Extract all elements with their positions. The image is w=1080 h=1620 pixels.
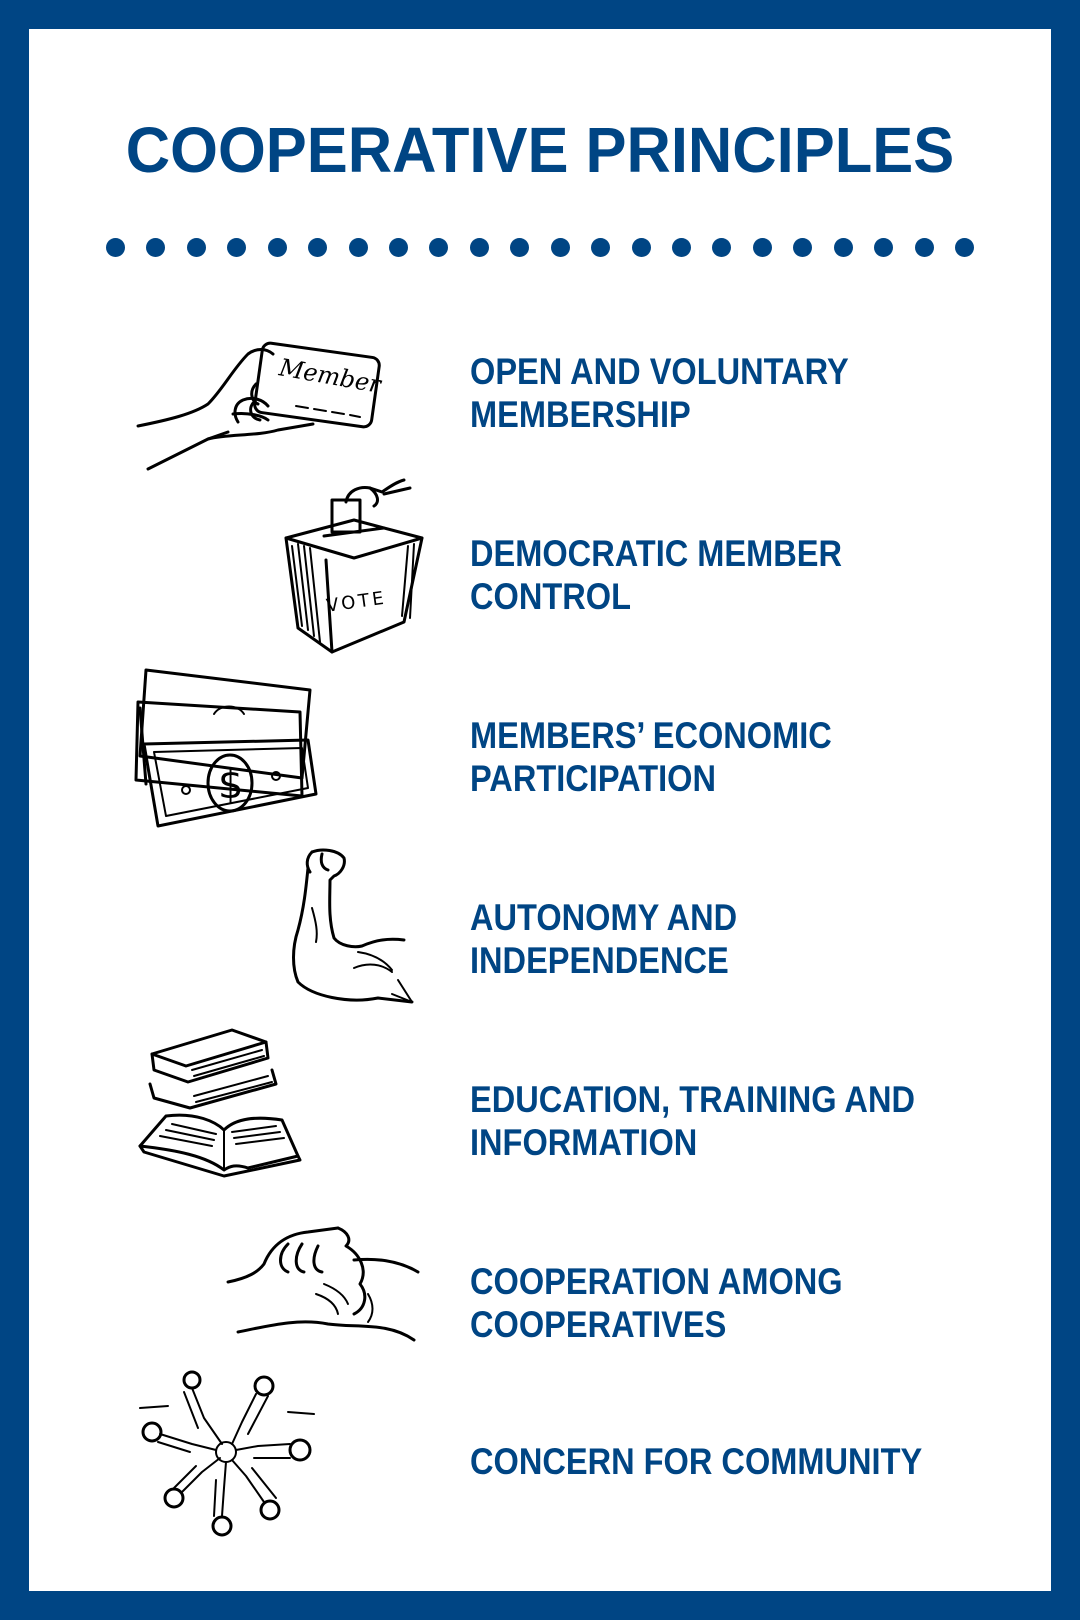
- people-circle-icon: [138, 1368, 318, 1538]
- divider-dot: [793, 238, 812, 257]
- page-title: COOPERATIVE PRINCIPLES: [125, 114, 955, 186]
- divider-dot: [389, 238, 408, 257]
- principle-label: COOPERATION AMONG COOPERATIVES: [470, 1261, 843, 1345]
- divider-dot: [712, 238, 731, 257]
- divider-dot: [106, 238, 125, 257]
- divider-dot: [632, 238, 651, 257]
- divider-dot: [915, 238, 934, 257]
- member-card-icon: [138, 344, 388, 474]
- divider-dot: [187, 238, 206, 257]
- ballot-box-icon: [284, 476, 424, 656]
- dotted-divider: [106, 238, 974, 260]
- divider-dot: [227, 238, 246, 257]
- principle-community: [0, 1442, 1080, 1602]
- divider-dot: [753, 238, 772, 257]
- divider-dot: [874, 238, 893, 257]
- principle-label: CONCERN FOR COMMUNITY: [470, 1441, 923, 1482]
- divider-dot: [470, 238, 489, 257]
- money-bills-icon: [134, 668, 324, 828]
- divider-dot: [349, 238, 368, 257]
- books-icon: [136, 1026, 306, 1186]
- divider-dot: [955, 238, 974, 257]
- vote-text: VOTE: [325, 587, 388, 617]
- principle-label: DEMOCRATIC MEMBER CONTROL: [470, 533, 843, 617]
- principle-economic-participation: [0, 714, 1080, 874]
- principle-label: AUTONOMY AND INDEPENDENCE: [470, 897, 738, 981]
- divider-dot: [551, 238, 570, 257]
- principle-open-membership: [0, 350, 1080, 510]
- divider-dot: [834, 238, 853, 257]
- divider-dot: [591, 238, 610, 257]
- principle-label: MEMBERS’ ECONOMIC PARTICIPATION: [470, 715, 832, 799]
- divider-dot: [268, 238, 287, 257]
- handshake-icon: [228, 1214, 428, 1344]
- principle-label: OPEN AND VOLUNTARY MEMBERSHIP: [470, 351, 849, 435]
- divider-dot: [672, 238, 691, 257]
- member-card-text: Member: [277, 353, 383, 399]
- dollar-sign: $: [218, 762, 244, 808]
- divider-dot: [429, 238, 448, 257]
- flexed-arm-icon: [288, 848, 418, 1004]
- divider-dot: [510, 238, 529, 257]
- divider-dot: [308, 238, 327, 257]
- principle-label: EDUCATION, TRAINING AND INFORMATION: [470, 1079, 915, 1163]
- divider-dot: [146, 238, 165, 257]
- principle-education: [0, 1078, 1080, 1238]
